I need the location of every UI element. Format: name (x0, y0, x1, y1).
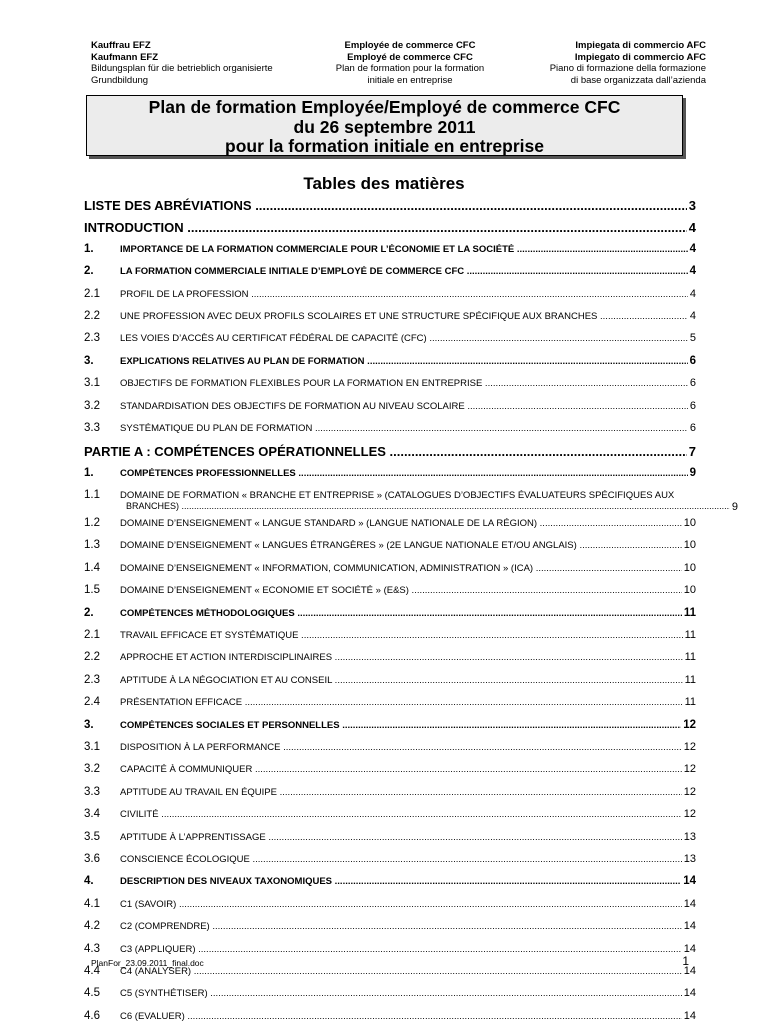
toc-entry-title: DOMAINE D’ENSEIGNEMENT « INFORMATION, COMMUNICATION, ADMINISTRATION » (ICA) ..... (120, 563, 682, 574)
toc-entry-title: DOMAINE DE FORMATION « BRANCHE ET ENTREPRISE » (CATALOGUES D’OBJECTIFS ÉVALUATEURS SPÉCIFIQUES AUX (120, 490, 675, 502)
toc-entry-page: 6 (689, 354, 696, 367)
toc-entry-page: 4 (689, 242, 696, 255)
toc-entry-page: 14 (683, 897, 696, 910)
document-title-line: pour la formation initiale en entreprise (225, 136, 544, 156)
toc-entry[interactable] (84, 853, 696, 875)
table-of-contents (84, 198, 738, 1032)
toc-entry[interactable] (84, 265, 696, 287)
toc-entry-title: COMPÉTENCES PROFESSIONNELLES ..... (120, 468, 688, 479)
toc-entry-page: 14 (683, 875, 696, 888)
toc-entry-title: CONSCIENCE ÉCOLOGIQUE ..... (120, 854, 682, 865)
toc-entry-page: 10 (683, 561, 696, 574)
toc-entry[interactable] (84, 875, 696, 897)
header-center-block (300, 40, 520, 86)
toc-entry-number: 1. (84, 466, 94, 479)
toc-entry-number: 3. (84, 718, 94, 731)
header-right-line: Impiegato di commercio AFC (574, 51, 706, 63)
header-right-line: Piano di formazione della formazione (549, 63, 706, 74)
toc-entry[interactable] (84, 584, 696, 606)
toc-entry-number: 4.1 (84, 897, 100, 910)
toc-heading: Tables des matières (303, 174, 465, 193)
toc-entry-page: 11 (684, 673, 696, 686)
header-center-line: initiale en entreprise (367, 74, 453, 86)
toc-entry-page: 4 (689, 265, 696, 278)
toc-entry-number: 3.1 (84, 377, 100, 390)
header-center-line: Employée de commerce CFC (344, 40, 476, 51)
toc-entry[interactable] (84, 987, 696, 1009)
toc-entry-title: IMPORTANCE DE LA FORMATION COMMERCIALE POUR L’ÉCONOMIE ET LA SOCIÉTÉ ..... (120, 244, 688, 255)
toc-entry[interactable] (84, 562, 696, 584)
toc-entry-page: 12 (683, 808, 696, 821)
header-center-line: Plan de formation pour la formation (335, 63, 485, 74)
toc-entry-title: APTITUDE À L’APPRENTISSAGE ..... (120, 832, 682, 843)
toc-entry-page: 4 (688, 220, 696, 236)
toc-entry[interactable] (84, 332, 696, 354)
toc-entry-number: 1.2 (84, 517, 100, 530)
toc-entry[interactable] (84, 400, 696, 422)
toc-entry-page: 14 (683, 942, 696, 955)
toc-entry-title: C4 (ANALYSER) ..... (120, 966, 682, 977)
toc-entry-title: APPROCHE ET ACTION INTERDISCIPLINAIRES ..... (120, 652, 683, 663)
toc-entry[interactable] (84, 467, 696, 489)
header-left-line: Kaufmann EFZ (91, 51, 159, 63)
toc-entry[interactable] (84, 489, 738, 517)
toc-entry-page: 12 (683, 785, 696, 798)
toc-entry-number: 1.5 (84, 584, 100, 597)
toc-entry-number: 2. (84, 265, 94, 278)
toc-entry-number: 2.1 (84, 629, 100, 642)
toc-entry-title: INTRODUCTION ..... (84, 220, 687, 235)
header-left-line: Kauffrau EFZ (91, 40, 151, 51)
toc-entry-title: C6 (EVALUER) ..... (120, 1011, 682, 1022)
toc-entry[interactable] (84, 288, 696, 310)
toc-entry[interactable] (84, 763, 696, 785)
toc-entry[interactable] (84, 607, 696, 629)
header-right-line: di base organizzata dall’azienda (570, 74, 706, 86)
toc-entry-page: 11 (684, 629, 696, 642)
document-title-line: du 26 septembre 2011 (293, 116, 476, 137)
toc-entry-number: 1.4 (84, 561, 100, 574)
toc-entry-title: DOMAINE D’ENSEIGNEMENT « LANGUE STANDARD » (LANGUE NATIONALE DE LA RÉGION) ..... (120, 518, 682, 529)
toc-entry-page: 13 (683, 852, 696, 865)
toc-entry-page: 12 (683, 763, 696, 776)
toc-entry-page: 10 (683, 584, 696, 597)
toc-entry[interactable] (84, 539, 696, 561)
toc-entry-page: 9 (731, 501, 738, 514)
header-left-line: Grundbildung (91, 74, 149, 86)
toc-entry-title: CAPACITÉ À COMMUNIQUER ..... (120, 764, 682, 775)
document-title-line: Plan de formation Employée/Employé de commerce CFC (148, 97, 621, 117)
toc-entry-number: 3.5 (84, 830, 100, 843)
toc-entry-number: 3.1 (84, 740, 100, 753)
toc-entry-title: DOMAINE D’ENSEIGNEMENT « ECONOMIE ET SOCIÉTÉ » (E&S) ..... (120, 585, 682, 596)
toc-entry[interactable] (84, 444, 696, 466)
toc-entry-page: 10 (683, 539, 696, 552)
header-left-block (91, 40, 306, 86)
toc-entry[interactable] (84, 355, 696, 377)
toc-entry-title: LES VOIES D’ACCÈS AU CERTIFICAT FÉDÉRAL DE CAPACITÉ (CFC) ..... (120, 333, 688, 344)
toc-entry-page: 4 (689, 287, 696, 300)
toc-entry-title: C1 (SAVOIR) ..... (120, 899, 682, 910)
toc-entry-page: 14 (683, 987, 696, 1000)
toc-entry[interactable] (84, 741, 696, 763)
toc-entry-page: 13 (683, 830, 696, 843)
toc-entry-title: PARTIE A : COMPÉTENCES OPÉRATIONNELLES ..... (84, 444, 687, 459)
toc-entry-number: 3. (84, 354, 94, 367)
toc-entry-number: 4. (84, 875, 94, 888)
toc-entry-title: DESCRIPTION DES NIVEAUX TAXONOMIQUES ..... (120, 876, 681, 887)
toc-entry-title: STANDARDISATION DES OBJECTIFS DE FORMATION AU NIVEAU SCOLAIRE ..... (120, 401, 688, 412)
toc-entry-title: UNE PROFESSION AVEC DEUX PROFILS SCOLAIRES ET UNE STRUCTURE SPÉCIFIQUE AUX BRANCHES ..... (120, 311, 688, 322)
toc-entry-title: APTITUDE À LA NÉGOCIATION ET AU CONSEIL ..... (120, 675, 683, 686)
toc-entry-number: 2.4 (84, 696, 100, 709)
toc-entry-page: 14 (683, 920, 696, 933)
toc-entry-page: 14 (683, 1009, 696, 1022)
toc-entry-title-continued: BRANCHES) ..... (126, 501, 730, 517)
toc-entry-page: 12 (683, 740, 696, 753)
toc-entry-number: 4.2 (84, 920, 100, 933)
toc-entry-page: 10 (683, 517, 696, 530)
toc-entry-number: 1.3 (84, 539, 100, 552)
toc-entry-page: 6 (689, 399, 696, 412)
toc-entry-title: COMPÉTENCES SOCIALES ET PERSONNELLES ..... (120, 720, 681, 731)
toc-entry-number: 4.3 (84, 942, 100, 955)
footer-filename: PlanFor_23.09.2011_final.doc (91, 958, 204, 968)
toc-entry-number: 3.3 (84, 785, 100, 798)
toc-entry-page: 11 (684, 696, 696, 709)
toc-entry-title: CIVILITÉ ..... (120, 809, 682, 820)
toc-entry-title: C2 (COMPRENDRE) ..... (120, 921, 682, 932)
toc-entry-title: COMPÉTENCES MÉTHODOLOGIQUES ..... (120, 608, 682, 619)
toc-entry[interactable] (84, 377, 696, 399)
toc-entry-number: 1. (84, 242, 94, 255)
toc-entry[interactable] (84, 517, 696, 539)
toc-entry-page: 14 (683, 964, 696, 977)
toc-entry-number: 3.3 (84, 421, 100, 434)
toc-entry[interactable] (84, 920, 696, 942)
toc-entry-title: TRAVAIL EFFICACE ET SYSTÉMATIQUE ..... (120, 630, 683, 641)
toc-entry-number: 4.4 (84, 964, 100, 977)
toc-entry[interactable] (84, 422, 696, 444)
toc-entry[interactable] (84, 719, 696, 741)
toc-entry[interactable] (84, 651, 696, 673)
toc-entry-title: EXPLICATIONS RELATIVES AU PLAN DE FORMATION ..... (120, 356, 688, 367)
toc-entry-title: OBJECTIFS DE FORMATION FLEXIBLES POUR LA FORMATION EN ENTREPRISE ..... (120, 378, 688, 389)
header-left-line: Bildungsplan für die betrieblich organisierte (91, 63, 273, 74)
header-right-block (508, 40, 706, 86)
toc-entry[interactable] (84, 198, 696, 220)
toc-entry-number: 3.4 (84, 808, 100, 821)
toc-entry[interactable] (84, 310, 696, 332)
toc-entry-number: 1.1 (84, 489, 100, 502)
toc-entry-title: DISPOSITION À LA PERFORMANCE ..... (120, 742, 682, 753)
toc-entry[interactable] (84, 674, 696, 696)
toc-entry[interactable] (84, 696, 696, 718)
toc-entry-page: 4 (689, 309, 696, 322)
toc-entry-number: 2.3 (84, 673, 100, 686)
toc-entry-page: 9 (689, 466, 696, 479)
toc-entry-number: 3.2 (84, 399, 100, 412)
toc-entry-number: 4.6 (84, 1009, 100, 1022)
toc-entry[interactable] (84, 629, 696, 651)
toc-entry-number: 2. (84, 606, 94, 619)
toc-entry-number: 2.1 (84, 287, 100, 300)
toc-entry-number: 2.3 (84, 332, 100, 345)
toc-entry-title: LA FORMATION COMMERCIALE INITIALE D’EMPLOYÉ DE COMMERCE CFC ..... (120, 266, 688, 277)
toc-entry-number: 3.6 (84, 852, 100, 865)
toc-entry-number: 2.2 (84, 309, 100, 322)
toc-entry-page: 11 (684, 651, 696, 664)
toc-entry-page: 6 (689, 377, 696, 390)
toc-entry-number: 3.2 (84, 763, 100, 776)
toc-entry-page: 7 (688, 444, 696, 460)
toc-entry[interactable] (84, 1010, 696, 1032)
document-title-box (86, 95, 683, 156)
toc-entry[interactable] (84, 243, 696, 265)
toc-entry-page: 6 (689, 421, 696, 434)
header-right-line: Impiegata di commercio AFC (575, 40, 706, 51)
toc-entry-title: SYSTÉMATIQUE DU PLAN DE FORMATION ..... (120, 423, 688, 434)
toc-entry-title: C5 (SYNTHÉTISER) ..... (120, 988, 682, 999)
toc-entry[interactable] (84, 831, 696, 853)
toc-entry[interactable] (84, 965, 696, 987)
toc-entry-title: LISTE DES ABRÉVIATIONS ..... (84, 198, 687, 213)
toc-entry-title: APTITUDE AU TRAVAIL EN ÉQUIPE ..... (120, 787, 682, 798)
header-center-line: Employé de commerce CFC (347, 51, 473, 63)
toc-entry-title: C3 (APPLIQUER) ..... (120, 944, 682, 955)
toc-entry[interactable] (84, 220, 696, 242)
toc-entry-title: DOMAINE D’ENSEIGNEMENT « LANGUES ÉTRANGÈRES » (2E LANGUE NATIONALE ET/OU ANGLAIS) ..... (120, 540, 682, 551)
toc-entry-page: 5 (689, 332, 696, 345)
toc-entry-title: PROFIL DE LA PROFESSION ..... (120, 289, 688, 300)
footer-page-number: 1 (682, 954, 689, 968)
toc-entry-page: 12 (683, 718, 696, 731)
toc-entry[interactable] (84, 808, 696, 830)
toc-entry-page: 11 (683, 606, 696, 619)
toc-entry-title: PRÉSENTATION EFFICACE ..... (120, 697, 683, 708)
toc-entry-number: 2.2 (84, 651, 100, 664)
toc-entry[interactable] (84, 786, 696, 808)
toc-entry-number: 4.5 (84, 987, 100, 1000)
toc-entry-page: 3 (688, 198, 696, 213)
toc-entry[interactable] (84, 898, 696, 920)
